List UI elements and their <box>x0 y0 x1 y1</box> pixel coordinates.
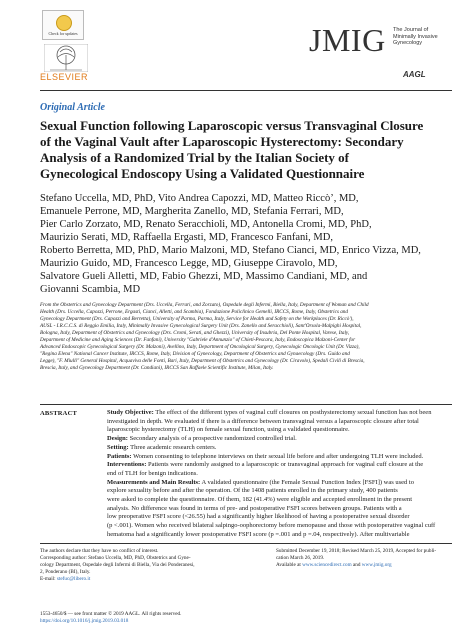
abstract-text: The effect of the different types of vaginal cuff closures on posthysterectomy sexual function has not been <box>153 409 432 416</box>
publisher-name: ELSEVIER <box>40 72 89 82</box>
affiliation-line: Brescia, Italy, and Gynecology Department (Dr. Candiani), IRCCS San Raffaele Scientific Institute, Milan, Italy. <box>40 365 274 371</box>
doi-block <box>40 611 340 625</box>
dates-line: Submitted December 19, 2018; Revised March 25, 2019, Accepted for publi- <box>276 548 437 554</box>
abstract-line <box>107 409 452 418</box>
abstract-section-heading: Setting: <box>107 443 129 451</box>
doi-link[interactable]: https://doi.org/10.1016/j.jmig.2019.03.018 <box>40 618 129 624</box>
abstract-line <box>107 487 452 496</box>
abstract-text: were asked to complete the questionnaire. Of them, 182 (41.4%) were eligible and accepted enrollment in the present <box>107 496 413 504</box>
email-link[interactable]: stefuc@libero.it <box>56 576 91 582</box>
abstract-section-heading: Design: <box>107 435 128 443</box>
abstract-line <box>107 426 452 435</box>
author-line: Salvatore Gueli Alletti, MD, Fabio Ghezzi, MD, Massimo Candiani, MD, and <box>40 271 368 282</box>
elsevier-tree-icon <box>44 44 88 72</box>
affiliation-line: Gynecology Department (Drs. Capozzi and Berretta), University of Parma, Parma, Italy, Service for Health and Safety on the Workplaces (Dr. Riccò'), <box>40 316 354 322</box>
title-line: of the Vaginal Vault after Laparoscopic Hysterectomy: Secondary <box>40 134 404 149</box>
check-for-updates-badge[interactable] <box>42 10 84 40</box>
author-list <box>40 192 460 296</box>
sciencedirect-link[interactable]: www.sciencedirect.com <box>302 562 352 568</box>
affiliation-line: Health (Drs. Uccella, Capozzi, Perrone, Ergasti, Cianci, Alletti, and Scambia), Fondazione Policlinico Gemelli, IRCCS, Rome, Italy, Obstetrics and <box>40 309 348 315</box>
journal-full-name: The Journal of Minimally Invasive Gynecology <box>393 27 438 46</box>
abstract-text: laparoscopic hysterectomy (TLH) on female sexual function, using a validated questionnaire. <box>107 426 350 434</box>
abstract-label: ABSTRACT <box>40 410 77 417</box>
jmig-link[interactable]: www.jmig.org <box>361 562 392 568</box>
affiliation-line: Advanced Endoscopic Gynecological Surgery (Dr. Malzoni), Avellino, Italy, Department of Oncological Surgery, Gynecologic Oncologic Unit (Dr. Vizza), <box>40 344 360 350</box>
abstract-line <box>107 435 452 444</box>
affiliation-line: From the Obstetrics and Gynecology Department (Drs. Uccella, Ferrari, and Zorzato), Ospedale degli Infermi, Biella, Italy, Department of Woman and Child <box>40 302 369 308</box>
abstract-line <box>107 479 452 488</box>
abstract-text: low preoperative FSFI score (<26.55) had a significantly higher likelihood of having a postoperative sexual disorder <box>107 513 410 521</box>
abstract-text: A validated questionnaire (the Female Sexual Function Index [FSFI]) was used to <box>200 478 414 486</box>
check-updates-label: Check for updates <box>48 31 78 36</box>
abstract-text: Secondary analysis of a prospective randomized controlled trial. <box>127 435 297 443</box>
author-line: Maurizio Guido, MD, Francesco Legge, MD, Giuseppe Ciravolo, MD, <box>40 258 338 269</box>
abstract-line <box>107 453 452 462</box>
abstract-line <box>107 418 452 427</box>
conflict-statement: The authors declare that they have no conflict of interest. <box>40 548 159 554</box>
journal-abbreviation: JMIG <box>309 22 386 58</box>
affiliation-line: AUSL - I.R.C.C.S. di Reggio Emilia, Italy, Minimally Invasive Gynecological Surgery Unit (Drs. Zanello and Seracchioli), Sant'Orsola-Malpighi Hospital, <box>40 323 362 329</box>
abstract-line <box>107 461 452 470</box>
abstract-line <box>107 531 452 540</box>
abstract-section-heading: Interventions: <box>107 461 147 469</box>
journal-header <box>0 0 474 98</box>
abstract-line <box>107 522 452 531</box>
abstract-text: Patients were randomly assigned to a laparoscopic or transvaginal approach for vaginal cuff closure at the <box>146 461 424 469</box>
issn-line: 1553-4650/$ — see front matter © 2019 AAGL. All rights reserved. <box>40 611 182 617</box>
affiliation-line: Department of Medicine and Aging Sciences (Dr. Fanfani), University "Gabriele d'Annunzio" of Chieti-Pescara, Italy, Endoscopica Malzoni-Center for <box>40 337 356 343</box>
author-line: Roberto Berretta, MD, PhD, Mario Malzoni, MD, Stefano Cianci, MD, Enrico Vizza, MD, <box>40 245 421 256</box>
author-line: Stefano Uccella, MD, PhD, Vito Andrea Capozzi, MD, Matteo Riccò’, MD, <box>40 193 359 204</box>
dates-line: cation March 26, 2019. <box>276 555 325 561</box>
abstract-line <box>107 470 452 479</box>
abstract-text: end of TLH for benign indications. <box>107 469 198 477</box>
corresponding-line: 2, Ponderano (BI), Italy. <box>40 569 91 575</box>
abstract-line <box>107 444 452 453</box>
abstract-text: analysis. No difference was found in terms of pre- and postoperative FSFI scores between groups. Patients with a <box>107 504 402 512</box>
abstract-section-heading: Study Objective: <box>107 409 154 416</box>
abstract-text: (p <.001). Women who received bilateral salpingo-oophorectomy before menopause and those with postoperative vaginal cuff <box>107 522 436 530</box>
abstract-text: explore sexuality before and after the operation. Of the 1408 patients enrolled in the primary study, 400 patients <box>107 487 398 495</box>
header-divider <box>40 90 452 91</box>
corresponding-line: Corresponding author: Stefano Uccella, MD, PhD, Obstetrics and Gyne- <box>40 555 191 561</box>
affiliation-line: Legge), "F. Miulli" General Hospital, Acquaviva delle Fonti, Bari, Italy, Department of Obstetrics and Gynecology (Dr. Ciravolo), Spedali Civili di Brescia, <box>40 358 365 364</box>
abstract-text: investigated in depth. We evaluated if there is a difference between transvaginal versus a laparoscopic closure after total <box>107 417 419 425</box>
affiliations <box>40 302 452 372</box>
abstract-line <box>107 496 452 505</box>
abstract-text: Women consenting to telephone interviews on their sexual life before and after undergoing TLH were included. <box>131 452 424 460</box>
check-updates-icon <box>56 15 72 31</box>
title-line: Sexual Function following Laparoscopic versus Transvaginal Closure <box>40 118 424 133</box>
email-label: E-mail: <box>40 576 57 582</box>
author-line: Emanuele Perrone, MD, Margherita Zanello, MD, Stefania Ferrari, MD, <box>40 206 344 217</box>
corresponding-line: cology Department, Ospedale degli Infermi di Biella, Via dei Ponderanesi, <box>40 562 195 568</box>
footnote-divider <box>40 543 452 544</box>
email-line <box>40 576 250 583</box>
author-footnote <box>40 548 250 583</box>
abstract-body <box>107 409 452 540</box>
submission-info <box>276 548 456 569</box>
abstract-section-heading: Measurements and Main Results: <box>107 478 201 486</box>
availability-line: Available at www.sciencedirect.com and www.jmig.org <box>276 562 392 568</box>
article-title <box>40 118 460 182</box>
author-line: Pier Carlo Zorzato, MD, Renato Seracchioli, MD, Antonella Cromi, MD, PhD, <box>40 219 372 230</box>
abstract-divider <box>40 404 452 405</box>
aagl-logo: AAGL <box>403 70 426 79</box>
author-line: Maurizio Serati, MD, Raffaella Ergasti, MD, Francesco Fanfani, MD, <box>40 232 333 243</box>
affiliation-line: "Regina Elena" National Cancer Institute, IRCCS, Rome, Italy, Division of Gynecology, Department of Obstetrics and Gynaecology (Drs. Guido and <box>40 351 350 357</box>
abstract-text: hematoma had a significantly lower postoperative FSFI score (p =.001 and p =.04, respectively). After multivariable <box>107 530 410 538</box>
article-type: Original Article <box>40 102 105 113</box>
title-line: Gynecological Endoscopy Using a Validated Questionnaire <box>40 166 365 181</box>
abstract-section-heading: Patients: <box>107 452 132 460</box>
title-line: Analysis of a Randomized Trial by the Italian Society of <box>40 150 350 165</box>
abstract-line <box>107 513 452 522</box>
author-line: Giovanni Scambia, MD <box>40 284 141 295</box>
affiliation-line: Bologna, Italy, Department of Obstetrics and Gynecology (Drs. Cromi, Serati, and Ghezzi), University of Insubria, Del Ponte Hospital, Varese, Italy, <box>40 330 350 336</box>
abstract-line <box>107 505 452 514</box>
abstract-text: Three academic research centers. <box>128 443 217 451</box>
